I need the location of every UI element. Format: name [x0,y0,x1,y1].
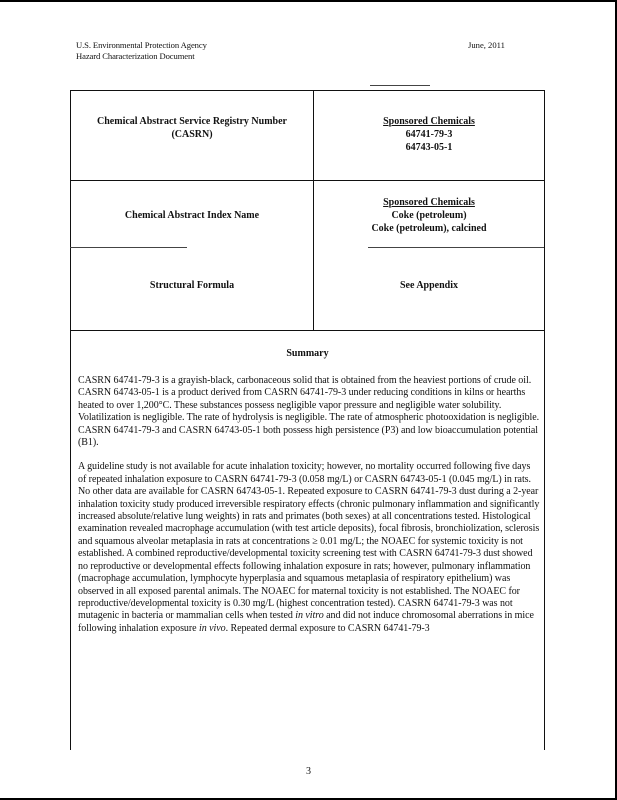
scan-mark [70,247,187,248]
casrn-values [314,115,544,154]
casrn-value-2: 64743-05-1 [405,142,453,153]
index-name-value-1: Coke (petroleum) [391,210,467,221]
table-right-border [544,90,545,750]
index-name-heading: Sponsored Chemicals [383,197,475,208]
header-agency: U.S. Environmental Protection Agency [76,40,207,50]
casrn-value-1: 64741-79-3 [405,129,453,140]
summary-paragraph-2: A guideline study is not available for acute inhalation toxicity; however, no mortality occurred following five days of repeated inhalation exposure to CASRN 64741-79-3 (0.058 mg/L) or CASRN 64743-05-1 (0.045 mg/L) in rats. No other data are available for CASRN 64743-05-1. Repeated exposure to CASRN 64741-79-3 dust during a 2-year inhalation toxicity study produced irreversible respiratory effects (chronic pulmonary inflammation and significantly increased absolute/relative lung weights) in rats and primates (both sexes) at all concentrations tested. Histological examination revealed macrophage accumulation (with test article deposits), focal fibrosis, bronchiolization, sclerosis and squamous alveolar metaplasia in rats at concentrations ≥ 0.01 mg/L; the NOAEC for systemic toxicity is not established. A combined reproductive/developmental toxicity screening test with CASRN 64741-79-3 dust showed no reproductive or developmental effects following inhalation exposure in rats; however, pulmonary inflammation (macrophage accumulation, lymphocyte hyperplasia and squamous metaplasia of respiratory epithelium) was observed in all exposed parental animals. The NOAEC for maternal toxicity is not established. The NOAEC for reproductive/developmental toxicity is 0.30 mg/L (highest concentration tested). CASRN 64741-79-3 was not mutagenic in bacteria or mammalian cells when tested in vitro and did not induce chromosomal aberrations in mice following inhalation exposure in vivo. Repeated dermal exposure to CASRN 64741-79-3 [78,461,540,634]
summary-title: Summary [286,348,329,359]
ge-symbol: ≥ [312,535,318,547]
in-vivo-term: in vivo [198,622,226,634]
header-doc-type: Hazard Characterization Document [76,51,195,61]
index-name-value-2: Coke (petroleum), calcined [371,223,487,234]
casrn-label: Chemical Abstract Service Registry Number (CASRN) [97,116,287,140]
index-name-values [314,196,544,235]
running-header [76,40,207,62]
summary-paragraph-1: CASRN 64741-79-3 is a grayish-black, carbonaceous solid that is obtained from the heaviest portions of crude oil. CASRN 64743-05-1 is a product derived from CASRN 64741-79-3 under reducing conditions in kilns or hearths heated to over 1,200°C. These substances possess negligible vapor pressure and negligible water solubility. Volatilization is negligible. The rate of hydrolysis is negligible. The rate of atmospheric photooxidation is negligible. CASRN 64741-79-3 and CASRN 64743-05-1 both possess high persistence (P3) and low bioaccumulation potential (B1). [78,375,540,449]
scan-mark [368,247,544,248]
chemical-identity-table [70,90,545,750]
header-date: June, 2011 [468,40,505,50]
summary-body [78,375,540,647]
page-number: 3 [306,766,311,777]
table-left-border [70,90,71,750]
structural-formula-label: Structural Formula [149,280,235,291]
table-top-border [70,90,545,91]
in-vitro-term: in vitro [295,610,324,622]
index-name-label: Chemical Abstract Index Name [124,210,260,221]
row-divider-1 [70,180,545,181]
casrn-heading: Sponsored Chemicals [383,116,475,127]
scan-mark [370,85,430,86]
row-divider-2 [70,330,545,331]
structural-formula-value: See Appendix [399,280,459,291]
page-border-top [0,0,617,2]
